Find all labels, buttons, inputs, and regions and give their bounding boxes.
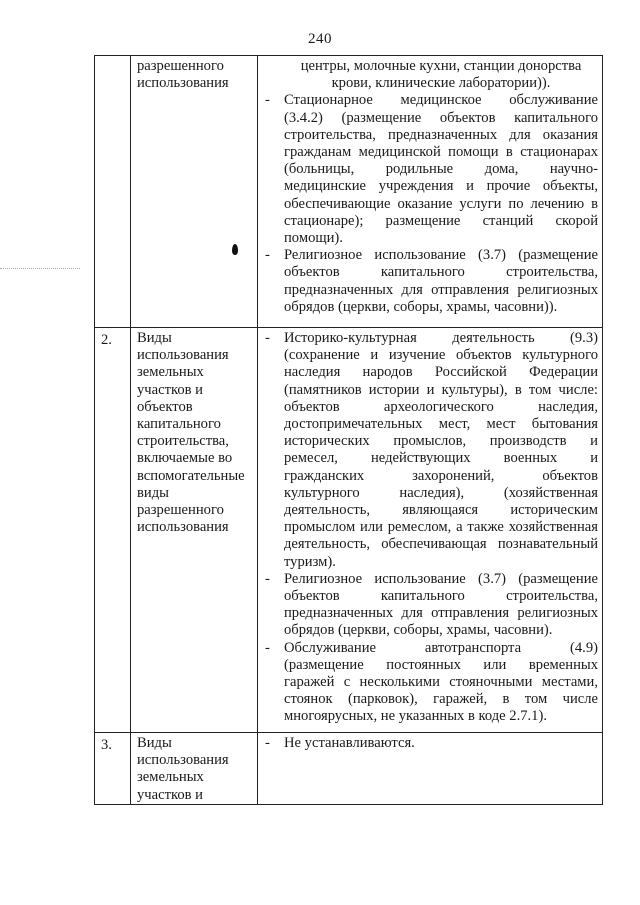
use-type-line: использования	[137, 519, 229, 536]
text-line: помощи).	[284, 230, 343, 247]
bullet-item	[264, 92, 598, 247]
use-type-line: использования	[137, 752, 229, 769]
text-line: туризм).	[284, 553, 336, 570]
text-line: обрядов (церкви, соборы, храмы, часовни)).	[284, 298, 558, 315]
use-type-line: Виды	[137, 735, 172, 751]
use-type-cell	[131, 328, 258, 733]
table-body	[95, 56, 603, 805]
text-line: предназначенных для отправления религиозных	[284, 281, 598, 298]
text-line: - Историко-культурная деятельность (9.3)	[284, 330, 598, 346]
text-line: (размещение постоянных или временных	[284, 656, 598, 673]
use-type-cell	[131, 56, 258, 328]
text-line: промыслом или ремеслом, а также хозяйственная	[284, 519, 598, 536]
text-line: - Стационарное медицинское обслуживание	[284, 92, 598, 109]
text-line: гражданских захоронений, объектов	[284, 467, 598, 484]
row-number-cell	[95, 733, 131, 805]
table-row	[95, 733, 603, 805]
text-line: медицинские учреждения и прочие объекты,	[284, 178, 598, 195]
row-number-cell	[95, 328, 131, 733]
page-number: 240	[308, 31, 332, 47]
text-line: (больницы, родильные дома, научно-	[284, 161, 598, 178]
text-line: стоянок (парковок), гаражей, в том числе	[284, 691, 598, 708]
text-line: строительства, предназначенных для оказания	[284, 126, 598, 143]
use-type-line: объектов	[137, 398, 193, 415]
use-type-line: капитального	[137, 416, 221, 433]
use-type-line: разрешенного	[137, 502, 224, 519]
scan-artifact-dots	[0, 268, 80, 270]
text-line: - Религиозное использование (3.7) (размещение	[284, 570, 598, 587]
text-line: - Религиозное использование (3.7) (размещение	[284, 247, 598, 264]
use-type-line: виды	[137, 484, 169, 501]
table-row	[95, 56, 603, 328]
text-line: центры, молочные кухни, станции донорства	[300, 58, 582, 74]
text-line: гражданам медицинской помощи в стационарах	[284, 144, 598, 161]
use-type-line: земельных	[137, 769, 204, 786]
text-line: деятельность, являющаяся историческим	[284, 502, 598, 519]
bullet-item	[264, 247, 598, 316]
use-type-line: земельных	[137, 364, 204, 381]
text-line: (памятников истории и культуры), в том числе:	[284, 381, 598, 398]
use-type-line: Виды	[137, 330, 172, 346]
bullet-item	[264, 640, 598, 726]
text-line: - Не устанавливаются.	[284, 735, 415, 751]
text-line: обрядов (церкви, соборы, храмы, часовни).	[284, 622, 553, 639]
use-type-line: вспомогательные	[137, 467, 245, 484]
use-type-line: разрешенного	[137, 58, 224, 74]
zoning-table	[94, 55, 603, 805]
use-type-cell	[131, 733, 258, 805]
text-line: наследия народов Российской Федерации	[284, 364, 598, 381]
text-line: гаражей с несколькими стояночными местами,	[284, 674, 598, 691]
text-line: объектов капитального строительства,	[284, 264, 598, 281]
row-number-cell	[95, 56, 131, 328]
row-number: 3.	[101, 737, 112, 753]
text-line: предназначенных для отправления религиозных	[284, 605, 598, 622]
text-line: - Обслуживание автотранспорта (4.9)	[284, 639, 598, 656]
use-type-line: участков и	[137, 786, 203, 803]
use-description-cell	[258, 733, 603, 805]
table-row	[95, 328, 603, 733]
text-line: (сохранение и изучение объектов культурного	[284, 347, 598, 364]
text-line: многоярусных, не указанных в коде 2.7.1).	[284, 708, 547, 725]
use-type-line: строительства,	[137, 433, 229, 450]
text-line: обеспечивающие оказание услуги по лечению в	[284, 195, 598, 212]
text-line: объектов капитального строительства,	[284, 588, 598, 605]
use-description-cell	[258, 328, 603, 733]
text-line: достопримечательных мест, мест бытования	[284, 416, 598, 433]
row-number: 2.	[101, 332, 112, 348]
use-type-line: включаемые во	[137, 450, 233, 467]
bullet-item	[264, 571, 598, 640]
text-line: (3.4.2) (размещение объектов капитального	[284, 109, 598, 126]
text-line: культурного наследия), (хозяйственная	[284, 484, 598, 501]
bullet-item	[264, 330, 598, 571]
text-line: стационаре); размещение станций скорой	[284, 212, 598, 229]
use-type-line: использования	[137, 347, 229, 364]
bullet-item	[264, 735, 598, 752]
text-line: крови, клинические лаборатории)).	[331, 75, 551, 92]
use-type-line: использования	[137, 75, 229, 92]
text-line: деятельность, обеспечивающая познавательный	[284, 536, 598, 553]
text-line: исторических промыслов, производств и	[284, 433, 598, 450]
text-line: объектов археологического наследия,	[284, 398, 598, 415]
use-description-cell	[258, 56, 603, 328]
continued-text	[264, 58, 598, 92]
use-type-line: участков и	[137, 381, 203, 398]
text-line: ремесел, недействующих военных и	[284, 450, 598, 467]
